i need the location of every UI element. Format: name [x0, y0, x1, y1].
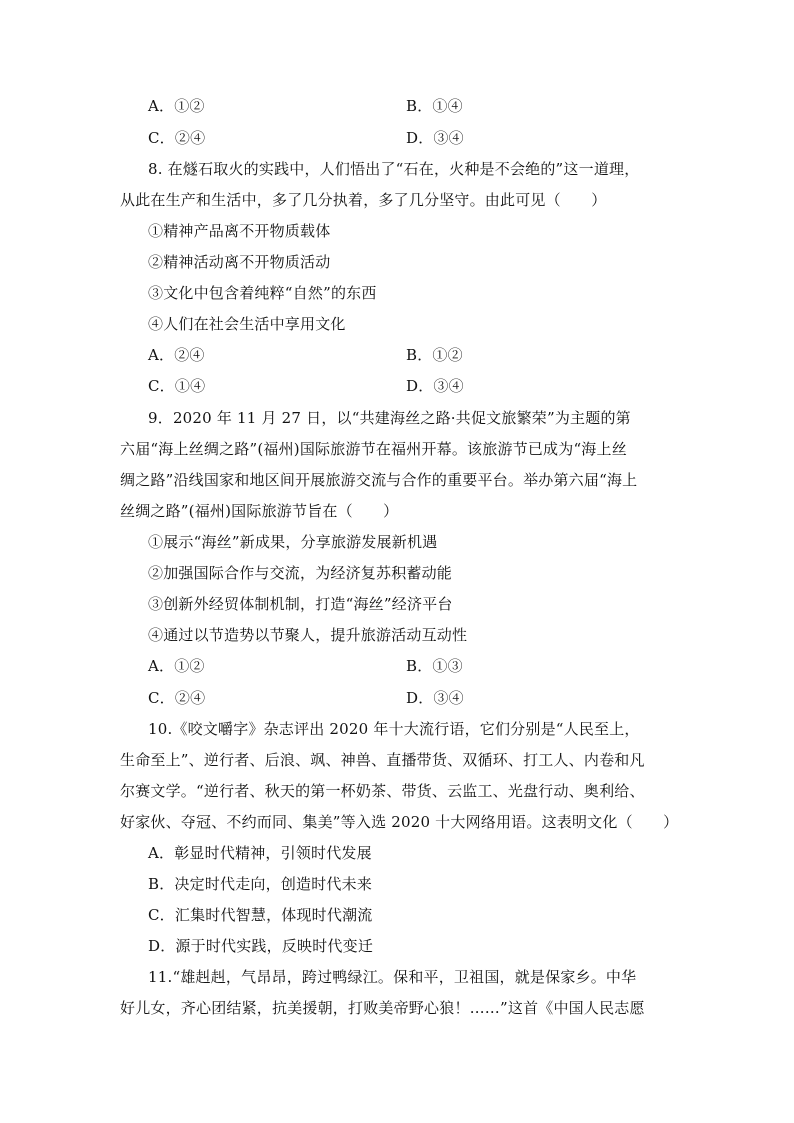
q8-item-1: ①精神产品离不开物质载体: [148, 222, 331, 240]
q10-option-a: A．彰显时代精神，引领时代发展: [148, 844, 372, 862]
q8-stem-line-1: 8. 在燧石取火的实践中，人们悟出了“石在，火种是不会绝的”这一道理，: [148, 160, 640, 178]
q9-stem-line-4: 丝绸之路”(福州)国际旅游节旨在（ ）: [120, 502, 399, 520]
q10-option-b: B．决定时代走向，创造时代未来: [148, 875, 373, 893]
q7-option-a: A．①②: [148, 97, 205, 115]
q9-item-2: ②加强国际合作与交流，为经济复苏积蓄动能: [148, 564, 453, 582]
q9-option-d: D．③④: [406, 689, 464, 707]
q9-item-1: ①展示“海丝”新成果，分享旅游发展新机遇: [148, 533, 438, 551]
q8-option-a: A．②④: [148, 346, 205, 364]
q8-option-d: D．③④: [406, 377, 464, 395]
q8-option-b: B．①②: [406, 346, 463, 364]
q9-stem-line-2: 六届“海上丝绸之路”(福州)国际旅游节在福州开幕。该旅游节已成为“海上丝: [120, 440, 627, 458]
q10-option-d: D．源于时代实践，反映时代变迁: [148, 937, 374, 955]
q7-option-b: B．①④: [406, 97, 463, 115]
q9-item-4: ④通过以节造势以节聚人，提升旅游活动互动性: [148, 626, 468, 644]
q9-option-c: C．②④: [148, 689, 206, 707]
q8-item-3: ③文化中包含着纯粹“自然”的东西: [148, 284, 377, 302]
q9-stem-line-3: 绸之路”沿线国家和地区间开展旅游交流与合作的重要平台。举办第六届“海上: [120, 471, 638, 489]
q8-stem-line-2: 从此在生产和生活中，多了几分执着，多了几分坚守。由此可见（ ）: [120, 191, 607, 209]
q10-option-c: C．汇集时代智慧，体现时代潮流: [148, 906, 373, 924]
q8-item-4: ④人们在社会生活中享用文化: [148, 315, 346, 333]
q9-option-a: A．①②: [148, 657, 205, 675]
q10-stem-line-2: 生命至上”、逆行者、后浪、飒、神兽、直播带货、双循环、打工人、内卷和凡: [120, 751, 645, 769]
q9-stem-line-1: 9．2020 年 11 月 27 日，以“共建海丝之路·共促文旅繁荣”为主题的第: [148, 409, 631, 427]
q8-item-2: ②精神活动离不开物质活动: [148, 253, 331, 271]
q7-option-c: C．②④: [148, 129, 206, 147]
q9-item-3: ③创新外经贸体制机制，打造“海丝”经济平台: [148, 595, 453, 613]
q7-option-d: D．③④: [406, 129, 464, 147]
q10-stem-line-1: 10.《咬文嚼字》杂志评出 2020 年十大流行语，它们分别是“人民至上，: [148, 720, 640, 738]
q10-stem-line-3: 尔赛文学。“逆行者、秋天的第一杯奶茶、带货、云监工、光盘行动、奥利给、: [120, 782, 645, 800]
q11-stem-line-1: 11.“雄赳赳，气昂昂，跨过鸭绿江。保和平，卫祖国，就是保家乡。中华: [148, 968, 637, 986]
q11-stem-line-2: 好儿女，齐心团结紧，抗美援朝，打败美帝野心狼！……”这首《中国人民志愿: [120, 999, 645, 1017]
q8-option-c: C．①④: [148, 377, 206, 395]
q9-option-b: B．①③: [406, 657, 463, 675]
q10-stem-line-4: 好家伙、夺冠、不约而同、集美”等入选 2020 十大网络用语。这表明文化（ ）: [120, 813, 679, 831]
